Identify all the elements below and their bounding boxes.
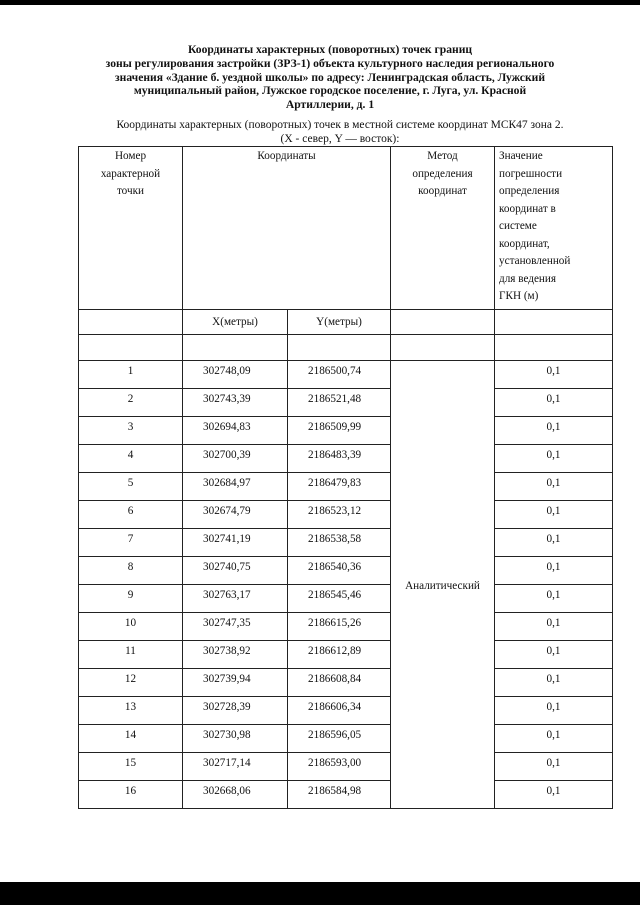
subheader-blank xyxy=(391,310,495,335)
header-method: Метод определения координат xyxy=(391,147,495,310)
subheader-blank xyxy=(79,310,183,335)
x-coordinate-cell: 302739,94 xyxy=(183,669,288,697)
table-row xyxy=(79,473,613,501)
table-row xyxy=(79,501,613,529)
y-coordinate-cell: 2186500,74 xyxy=(288,361,391,389)
table-subheader-row xyxy=(79,310,613,335)
table-row xyxy=(79,669,613,697)
subheader-blank xyxy=(495,310,613,335)
point-number-cell: 15 xyxy=(79,753,183,781)
accuracy-cell: 0,1 xyxy=(495,725,613,753)
x-coordinate-cell: 302738,92 xyxy=(183,641,288,669)
scan-bottom-border xyxy=(0,882,640,905)
y-coordinate-cell: 2186584,98 xyxy=(288,781,391,809)
table-row xyxy=(79,389,613,417)
table-row xyxy=(79,697,613,725)
point-number-cell: 12 xyxy=(79,669,183,697)
y-coordinate-cell: 2186521,48 xyxy=(288,389,391,417)
accuracy-cell: 0,1 xyxy=(495,473,613,501)
y-coordinate-cell: 2186615,26 xyxy=(288,613,391,641)
point-number-cell: 1 xyxy=(79,361,183,389)
x-coordinate-cell: 302717,14 xyxy=(183,753,288,781)
x-coordinate-cell: 302763,17 xyxy=(183,585,288,613)
x-coordinate-cell: 302700,39 xyxy=(183,445,288,473)
x-coordinate-cell: 302741,19 xyxy=(183,529,288,557)
title-line: Артиллерии, д. 1 xyxy=(285,98,375,112)
y-coordinate-cell: 2186479,83 xyxy=(288,473,391,501)
table-spacer-row xyxy=(79,335,613,361)
point-number-cell: 2 xyxy=(79,389,183,417)
title-line: зоны регулирования застройки (ЗРЗ-1) объекта культурного наследия регионального xyxy=(105,56,555,70)
point-number-cell: 4 xyxy=(79,445,183,473)
x-coordinate-cell: 302743,39 xyxy=(183,389,288,417)
accuracy-cell: 0,1 xyxy=(495,557,613,585)
accuracy-cell: 0,1 xyxy=(495,417,613,445)
method-cell: Аналитический xyxy=(391,361,495,809)
y-coordinate-cell: 2186509,99 xyxy=(288,417,391,445)
x-coordinate-cell: 302668,06 xyxy=(183,781,288,809)
point-number-cell: 7 xyxy=(79,529,183,557)
x-coordinate-cell: 302730,98 xyxy=(183,725,288,753)
table-row xyxy=(79,557,613,585)
x-coordinate-cell: 302740,75 xyxy=(183,557,288,585)
header-accuracy: Значение погрешности определения координат в системе координат, установленной для ведения ГКН (м) xyxy=(495,147,613,310)
accuracy-cell: 0,1 xyxy=(495,753,613,781)
document-title xyxy=(75,43,585,112)
y-coordinate-cell: 2186523,12 xyxy=(288,501,391,529)
y-coordinate-cell: 2186538,58 xyxy=(288,529,391,557)
y-coordinate-cell: 2186540,36 xyxy=(288,557,391,585)
x-coordinate-cell: 302674,79 xyxy=(183,501,288,529)
point-number-cell: 8 xyxy=(79,557,183,585)
scan-top-border xyxy=(0,0,640,5)
y-coordinate-cell: 2186545,46 xyxy=(288,585,391,613)
x-coordinate-cell: 302728,39 xyxy=(183,697,288,725)
header-coordinates: Координаты xyxy=(183,147,391,310)
point-number-cell: 5 xyxy=(79,473,183,501)
accuracy-cell: 0,1 xyxy=(495,529,613,557)
table-row xyxy=(79,445,613,473)
point-number-cell: 13 xyxy=(79,697,183,725)
point-number-cell: 9 xyxy=(79,585,183,613)
point-number-cell: 16 xyxy=(79,781,183,809)
y-coordinate-cell: 2186612,89 xyxy=(288,641,391,669)
accuracy-cell: 0,1 xyxy=(495,641,613,669)
axis-orientation-note: (X - север, Y — восток): xyxy=(280,133,400,145)
coordinate-system-note: Координаты характерных (поворотных) точек в местной системе координат МСК47 зона 2. xyxy=(116,119,564,131)
accuracy-cell: 0,1 xyxy=(495,669,613,697)
y-coordinate-cell: 2186596,05 xyxy=(288,725,391,753)
coordinates-table xyxy=(78,146,613,809)
x-coordinate-cell: 302748,09 xyxy=(183,361,288,389)
accuracy-cell: 0,1 xyxy=(495,501,613,529)
header-x: X(метры) xyxy=(183,310,288,335)
point-number-cell: 3 xyxy=(79,417,183,445)
title-line: Координаты характерных (поворотных) точек границ xyxy=(187,43,473,56)
table-row xyxy=(79,361,613,389)
x-coordinate-cell: 302694,83 xyxy=(183,417,288,445)
accuracy-cell: 0,1 xyxy=(495,613,613,641)
table-row xyxy=(79,753,613,781)
table-row xyxy=(79,641,613,669)
table-row xyxy=(79,725,613,753)
title-line: муниципальный район, Лужское городское поселение, г. Луга, ул. Красной xyxy=(133,84,527,98)
table-row xyxy=(79,781,613,809)
point-number-cell: 11 xyxy=(79,641,183,669)
table-row xyxy=(79,585,613,613)
point-number-cell: 6 xyxy=(79,501,183,529)
accuracy-cell: 0,1 xyxy=(495,781,613,809)
table-header-row xyxy=(79,147,613,310)
accuracy-cell: 0,1 xyxy=(495,445,613,473)
accuracy-cell: 0,1 xyxy=(495,361,613,389)
table-row xyxy=(79,529,613,557)
accuracy-cell: 0,1 xyxy=(495,697,613,725)
point-number-cell: 10 xyxy=(79,613,183,641)
y-coordinate-cell: 2186593,00 xyxy=(288,753,391,781)
header-point-number: Номер характерной точки xyxy=(79,147,183,310)
y-coordinate-cell: 2186483,39 xyxy=(288,445,391,473)
accuracy-cell: 0,1 xyxy=(495,389,613,417)
accuracy-cell: 0,1 xyxy=(495,585,613,613)
header-y: Y(метры) xyxy=(288,310,391,335)
point-number-cell: 14 xyxy=(79,725,183,753)
title-line: значения «Здание б. уездной школы» по адресу: Ленинградская область, Лужский xyxy=(115,70,545,84)
y-coordinate-cell: 2186606,34 xyxy=(288,697,391,725)
y-coordinate-cell: 2186608,84 xyxy=(288,669,391,697)
table-row xyxy=(79,417,613,445)
x-coordinate-cell: 302684,97 xyxy=(183,473,288,501)
table-row xyxy=(79,613,613,641)
x-coordinate-cell: 302747,35 xyxy=(183,613,288,641)
